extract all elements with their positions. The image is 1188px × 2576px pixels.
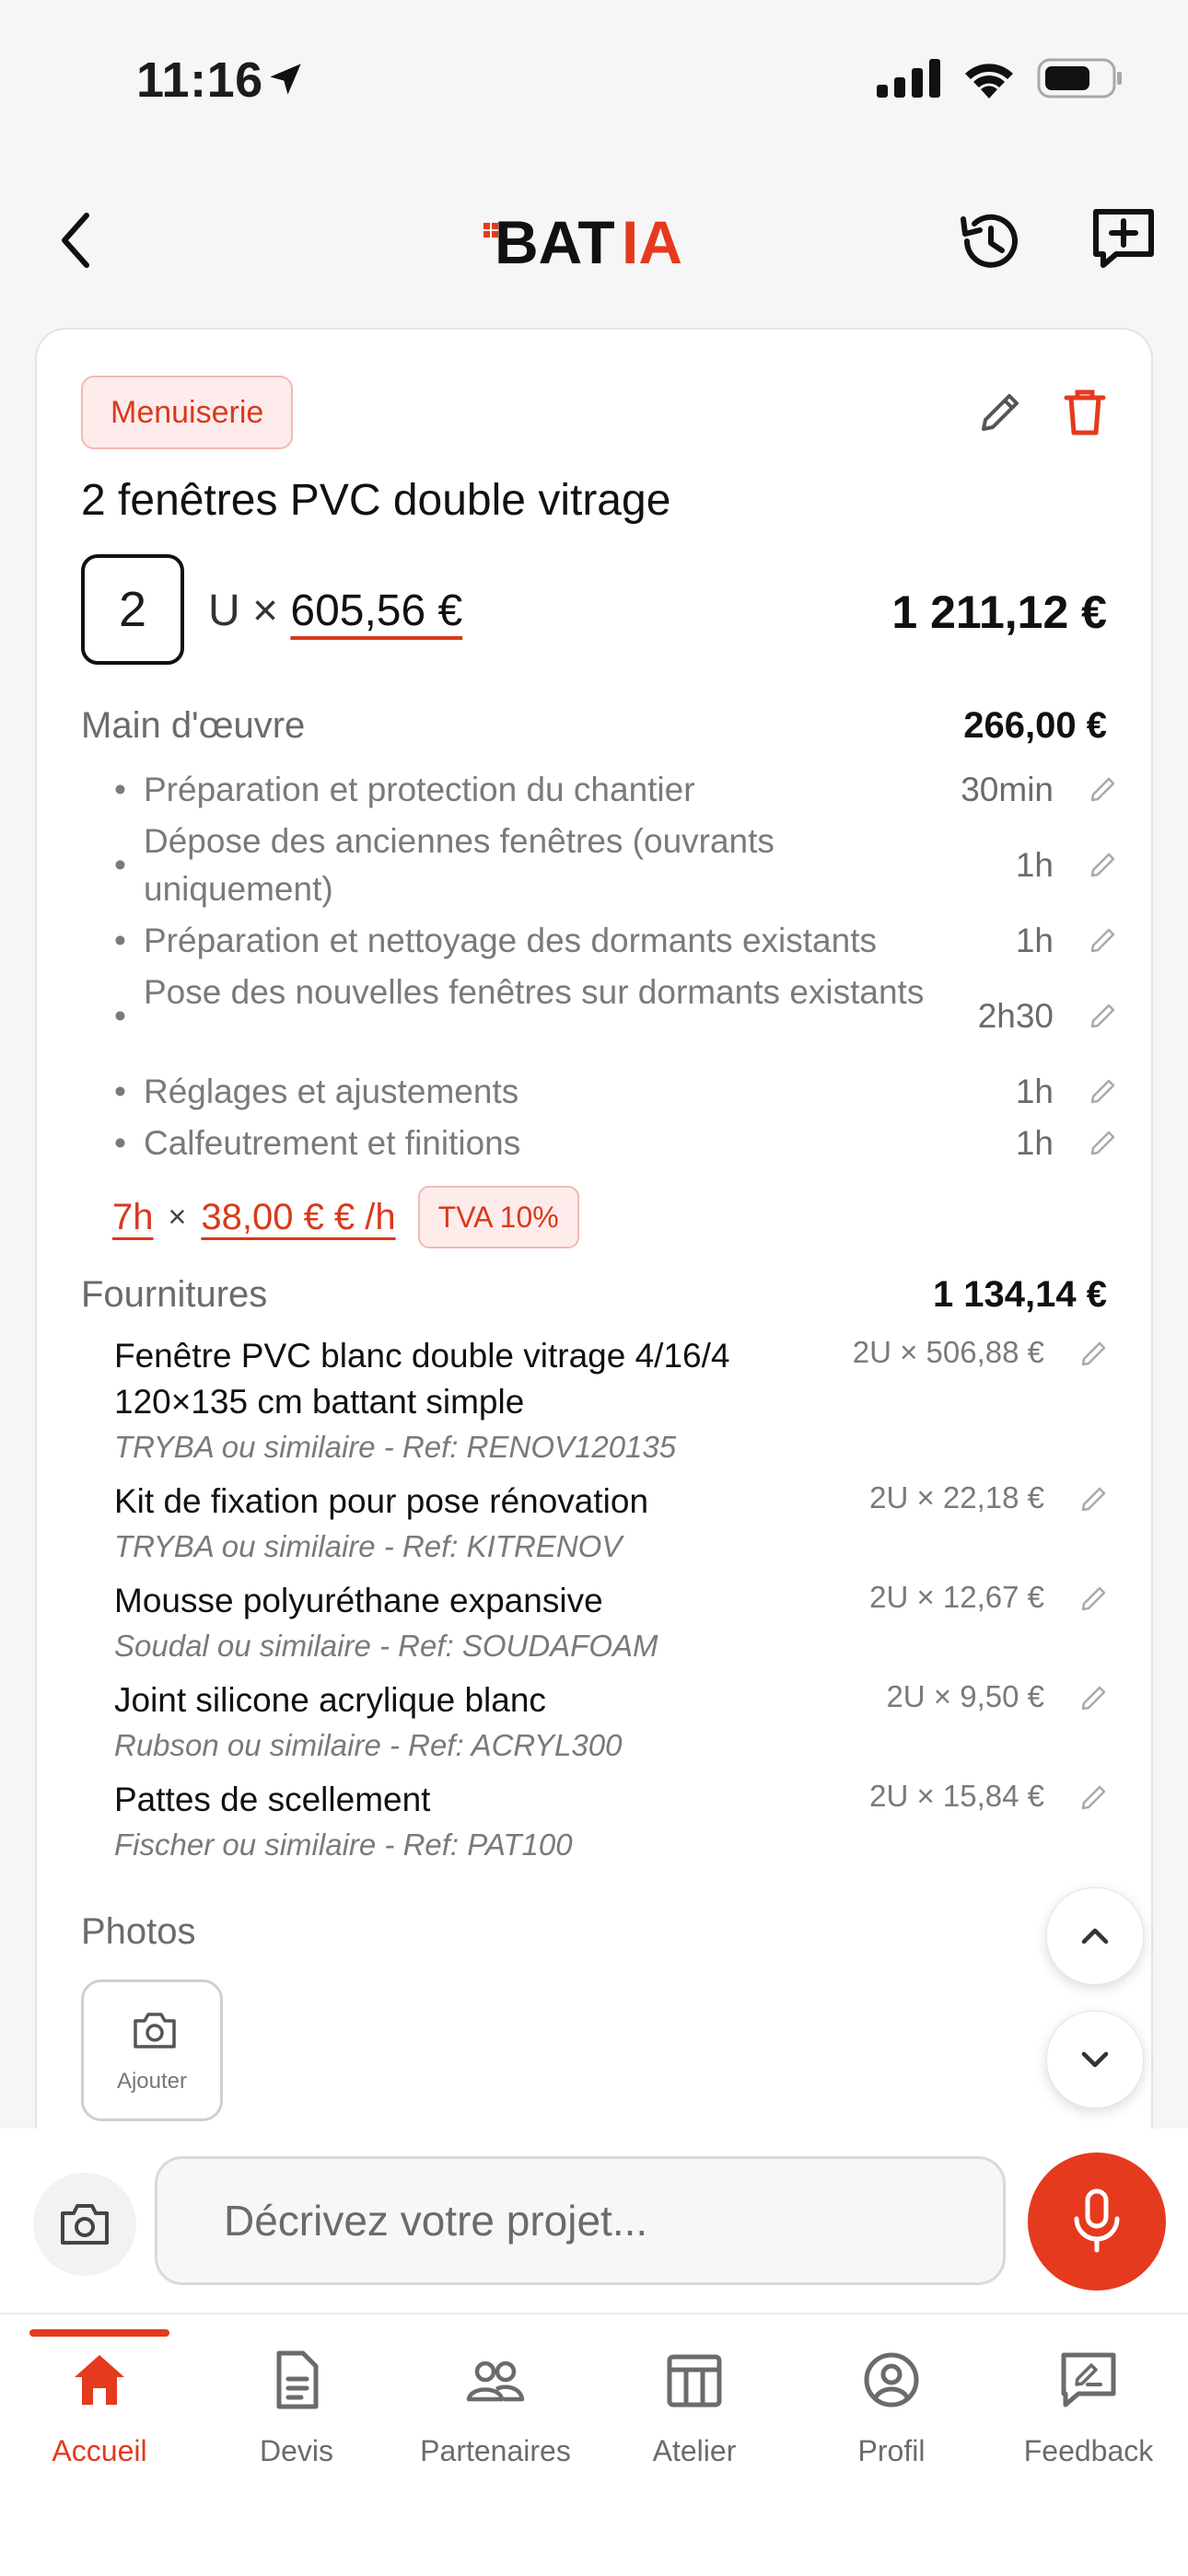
tab-atelier[interactable] (602, 2348, 786, 2468)
unit-price[interactable]: 605,56 € (290, 586, 463, 635)
location-arrow-icon (267, 61, 304, 98)
edit-pencil-icon[interactable] (1087, 1001, 1118, 1032)
tab-partenaires[interactable] (403, 2348, 588, 2468)
task-duration: 1h (1015, 1073, 1054, 1110)
svg-text:BAT: BAT (495, 208, 615, 273)
supply-price: 2U × 12,67 € (869, 1580, 1044, 1614)
supplies-total: 1 134,14 € (932, 1274, 1107, 1315)
supply-name: Joint silicone acrylique blanc (114, 1681, 546, 1719)
item-total: 1 211,12 € (891, 586, 1107, 638)
supply-price: 2U × 15,84 € (869, 1779, 1044, 1813)
microphone-icon (1069, 2187, 1124, 2256)
edit-pencil-icon[interactable] (1077, 1782, 1109, 1814)
profile-icon (859, 2348, 924, 2412)
supply-name: Mousse polyuréthane expansive (114, 1582, 603, 1619)
batia-logo-icon (483, 208, 705, 273)
edit-pencil-icon[interactable] (1077, 1683, 1109, 1714)
supply-price: 2U × 22,18 € (869, 1480, 1044, 1514)
supply-ref: Fischer ou similaire - Ref: PAT100 (114, 1828, 573, 1862)
task-text: Réglages et ajustements (144, 1073, 519, 1110)
history-icon[interactable] (954, 206, 1024, 276)
task-duration: 30min (961, 771, 1054, 808)
task-duration: 1h (1015, 846, 1054, 884)
supply-ref: TRYBA ou similaire - Ref: KITRENOV (114, 1529, 623, 1563)
tab-label: Profil (857, 2434, 926, 2467)
task-text: Préparation et protection du chantier (144, 771, 695, 808)
labor-task[interactable]: • Réglages et ajustements 1h (114, 1068, 1118, 1116)
scroll-down-button[interactable] (1046, 2011, 1144, 2108)
task-duration: 1h (1015, 922, 1054, 959)
workshop-icon (662, 2348, 727, 2412)
tva-badge[interactable]: TVA 10% (418, 1186, 579, 1248)
category-badge[interactable]: Menuiserie (81, 376, 293, 449)
tab-profil[interactable] (799, 2348, 984, 2468)
labor-total: 266,00 € (963, 705, 1107, 746)
edit-pencil-icon[interactable] (1087, 850, 1118, 881)
chevron-up-icon (1077, 1918, 1113, 1955)
unit-prefix: U × (208, 586, 279, 635)
home-icon (67, 2348, 132, 2412)
supply-item[interactable] (114, 1777, 1109, 1867)
microphone-button[interactable] (1028, 2152, 1166, 2291)
task-duration: 2h30 (977, 997, 1054, 1035)
svg-text:IA: IA (622, 208, 682, 273)
hourly-rate[interactable]: 38,00 € € /h (201, 1196, 396, 1237)
document-icon (264, 2348, 329, 2412)
tab-label: Devis (259, 2434, 333, 2467)
supply-item[interactable] (114, 1677, 1109, 1768)
task-text: Préparation et nettoyage des dormants existants (144, 922, 877, 959)
supply-price: 2U × 506,88 € (852, 1335, 1044, 1369)
tab-feedback[interactable] (996, 2348, 1181, 2468)
edit-pencil-icon[interactable] (1077, 1484, 1109, 1515)
labor-task[interactable]: • Pose des nouvelles fenêtres sur dormants existants 2h30 (114, 969, 1118, 1064)
task-text: Calfeutrement et finitions (144, 1124, 521, 1162)
supply-item[interactable] (114, 1479, 1109, 1569)
labor-rate-line (112, 1186, 579, 1248)
tab-label: Partenaires (420, 2434, 571, 2467)
item-title: 2 fenêtres PVC double vitrage (81, 476, 671, 525)
supply-name: Kit de fixation pour pose rénovation (114, 1482, 649, 1520)
status-icons (877, 57, 1124, 99)
task-text: Dépose des anciennes fenêtres (ouvrants uniquement) (144, 822, 775, 908)
add-photo-label: Ajouter (116, 2069, 188, 2094)
supplies-label: Fournitures (81, 1274, 268, 1315)
tab-label: Accueil (52, 2434, 147, 2467)
labor-task[interactable]: • Dépose des anciennes fenêtres (ouvrants uniquement) 1h (114, 818, 1118, 913)
times-sign: × (168, 1199, 187, 1235)
labor-task[interactable]: • Préparation et protection du chantier 30min (114, 766, 1118, 814)
edit-pencil-icon[interactable] (1087, 925, 1118, 957)
photos-label: Photos (81, 1911, 196, 1952)
labor-hours[interactable]: 7h (112, 1196, 154, 1237)
supply-name: Pattes de scellement (114, 1781, 431, 1818)
status-time: 11:16 (136, 52, 263, 108)
task-text: Pose des nouvelles fenêtres sur dormants existants (144, 973, 925, 1011)
edit-pencil-icon[interactable] (1087, 1076, 1118, 1108)
feedback-icon (1056, 2348, 1121, 2412)
battery-icon (1037, 58, 1124, 99)
active-tab-indicator (29, 2329, 169, 2337)
supply-ref: TRYBA ou similaire - Ref: RENOV120135 (114, 1430, 677, 1464)
supply-item[interactable] (114, 1333, 1109, 1469)
supply-name: Fenêtre PVC blanc double vitrage 4/16/4 120×135 cm battant simple (114, 1337, 730, 1421)
camera-icon (59, 2200, 111, 2248)
supply-ref: Rubson ou similaire - Ref: ACRYL300 (114, 1728, 623, 1762)
wifi-icon (961, 58, 1017, 99)
tab-devis[interactable] (204, 2348, 389, 2468)
unit-price-line (208, 586, 462, 636)
supply-price: 2U × 9,50 € (886, 1679, 1044, 1713)
camera-button[interactable] (33, 2173, 136, 2276)
edit-pencil-icon[interactable] (1087, 1128, 1118, 1159)
back-chevron-icon[interactable] (53, 210, 105, 271)
quantity-input[interactable]: 2 (81, 554, 184, 665)
add-photo-button[interactable] (81, 1979, 223, 2121)
app-logo (483, 208, 705, 273)
tab-label: Atelier (652, 2434, 737, 2467)
edit-pencil-icon[interactable] (1087, 774, 1118, 806)
tab-accueil[interactable] (7, 2348, 192, 2468)
labor-label: Main d'œuvre (81, 705, 306, 746)
chevron-down-icon (1077, 2041, 1113, 2078)
edit-pencil-icon[interactable] (1077, 1584, 1109, 1615)
labor-task[interactable]: • Préparation et nettoyage des dormants existants 1h (114, 917, 1118, 965)
camera-icon (132, 2010, 178, 2050)
edit-pencil-icon[interactable] (1077, 1339, 1109, 1370)
cellular-signal-icon (877, 59, 941, 98)
partners-icon (463, 2348, 528, 2412)
supply-ref: Soudal ou similaire - Ref: SOUDAFOAM (114, 1629, 658, 1663)
labor-task[interactable]: • Calfeutrement et finitions 1h (114, 1120, 1118, 1167)
tab-label: Feedback (1023, 2434, 1154, 2467)
project-description-input[interactable]: Décrivez votre projet... (155, 2156, 1006, 2285)
trash-icon[interactable] (1061, 387, 1109, 438)
edit-pencil-icon[interactable] (976, 389, 1024, 436)
task-duration: 1h (1015, 1124, 1054, 1162)
new-note-icon[interactable] (1089, 204, 1159, 274)
supply-item[interactable] (114, 1578, 1109, 1668)
scroll-up-button[interactable] (1046, 1887, 1144, 1985)
